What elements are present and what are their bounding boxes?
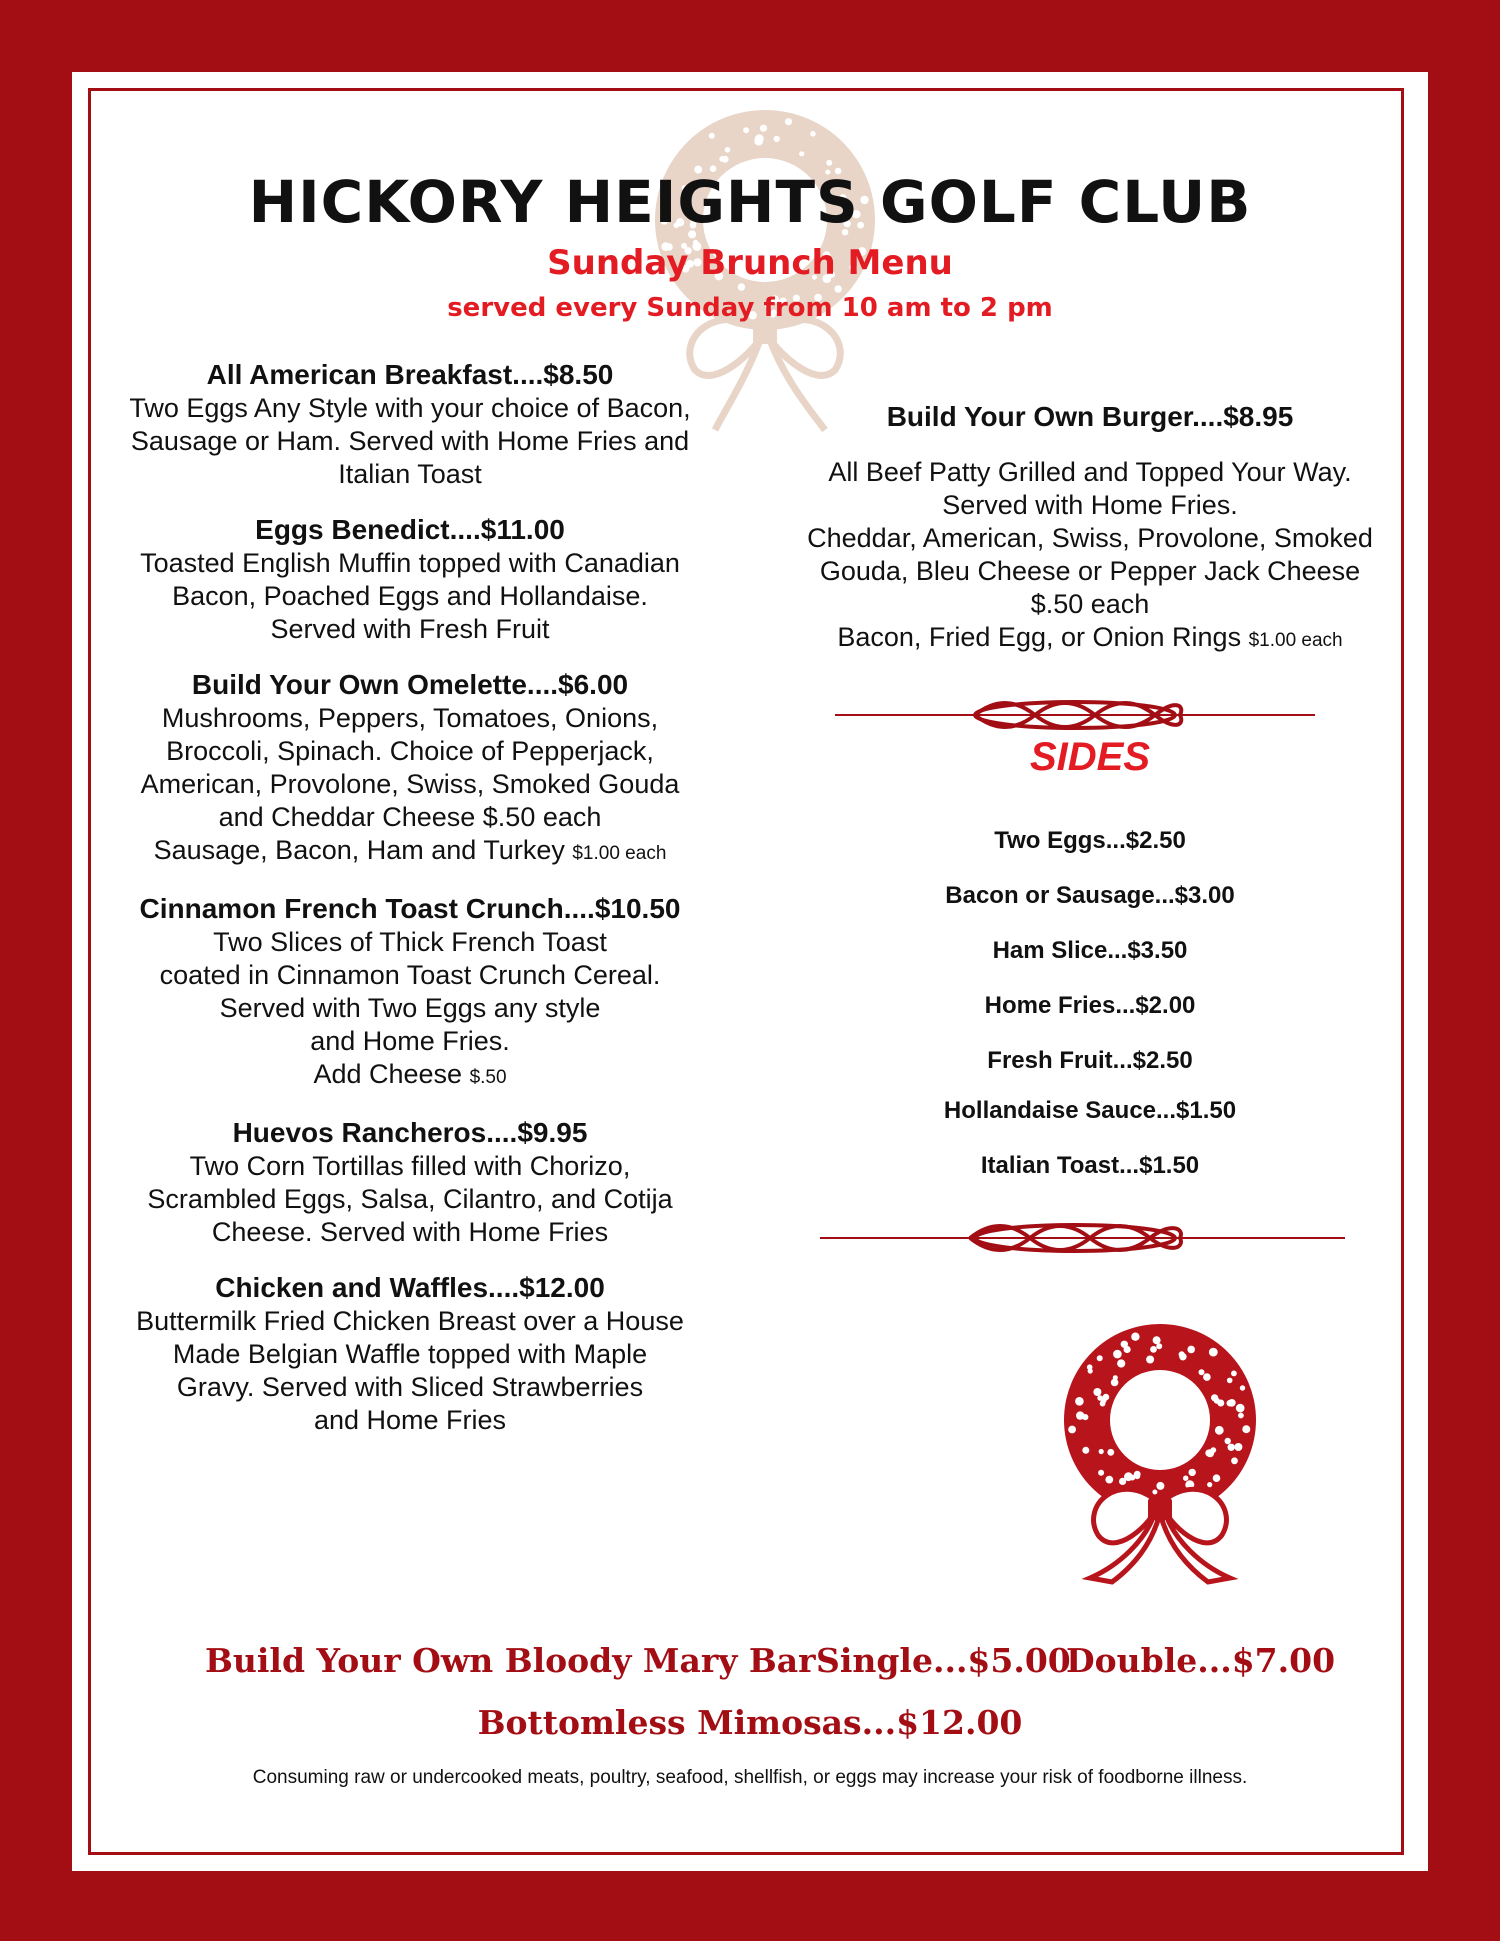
item-title: Huevos Rancheros....$9.95 [232, 1117, 588, 1148]
item-desc-line: and Cheddar Cheese $.50 each [218, 802, 602, 832]
item-desc-line: Scrambled Eggs, Salsa, Cilantro, and Cotija [147, 1184, 673, 1214]
bottomless-mimosas: Bottomless Mimosas...$12.00 [477, 1703, 1023, 1742]
health-disclaimer: Consuming raw or undercooked meats, poultry, seafood, shellfish, or eggs may increase your risk of foodborne illness. [252, 1767, 1248, 1788]
bloody-mary-bar: Build Your Own Bloody Mary Bar [205, 1641, 816, 1680]
item-desc-line: Cheese. Served with Home Fries [211, 1217, 609, 1247]
item-title: Build Your Own Burger....$8.95 [886, 401, 1294, 432]
menu-item [100, 892, 720, 1094]
item-addon-price: $.50 [469, 1067, 507, 1088]
side-item: Bacon or Sausage...$3.00 [945, 882, 1235, 909]
item-desc-line: Two Eggs Any Style with your choice of Bacon, [129, 393, 691, 423]
item-desc-line: $.50 each [1030, 589, 1150, 619]
item-desc-line: Mushrooms, Peppers, Tomatoes, Onions, [161, 703, 659, 733]
bloody-mary-single: Single...$5.00 [816, 1641, 1071, 1680]
serving-hours: served every Sunday from 10 am to 2 pm [447, 293, 1053, 323]
item-desc-line: American, Provolone, Swiss, Smoked Gouda [140, 769, 680, 799]
page-title: HICKORY HEIGHTS GOLF CLUB [248, 168, 1252, 236]
item-desc-line: All Beef Patty Grilled and Topped Your Way. [828, 457, 1352, 487]
burger-item [790, 400, 1390, 657]
menu-item [100, 358, 720, 491]
main-items-column [100, 358, 720, 1459]
menu-item [100, 1271, 720, 1437]
item-desc-line [100, 834, 720, 870]
item-desc-line: Served with Two Eggs any style [219, 993, 601, 1023]
wreath-icon [1050, 1320, 1270, 1585]
sides-heading: SIDES [1029, 735, 1151, 779]
item-desc-line: Served with Home Fries. [942, 490, 1238, 520]
flourish-divider-bottom [820, 1218, 1345, 1258]
item-desc-line: coated in Cinnamon Toast Crunch Cereal. [159, 960, 661, 990]
item-addon-price: $1.00 each [572, 843, 667, 864]
item-desc-line: Two Corn Tortillas filled with Chorizo, [189, 1151, 631, 1181]
item-desc-line: Gravy. Served with Sliced Strawberries [176, 1372, 644, 1402]
item-title: Build Your Own Omelette....$6.00 [191, 669, 629, 700]
item-desc-line: Sausage or Ham. Served with Home Fries and [130, 426, 690, 456]
item-title: Eggs Benedict....$11.00 [255, 514, 565, 545]
side-item: Italian Toast...$1.50 [980, 1152, 1200, 1179]
side-item: Fresh Fruit...$2.50 [987, 1047, 1193, 1074]
item-desc-text: Sausage, Bacon, Ham and Turkey [153, 835, 565, 865]
item-desc-line: and Home Fries. [310, 1026, 510, 1056]
item-desc-line [790, 621, 1390, 657]
item-desc-line: Buttermilk Fried Chicken Breast over a House [136, 1306, 684, 1336]
item-desc-line: Served with Fresh Fruit [270, 614, 550, 644]
item-title: Cinnamon French Toast Crunch....$10.50 [139, 893, 681, 924]
menu-item [100, 1116, 720, 1249]
item-addon-price: $1.00 each [1248, 630, 1343, 651]
sides-list [790, 820, 1390, 1200]
item-desc-text: Bacon, Fried Egg, or Onion Rings [837, 622, 1242, 652]
item-desc-line: Toasted English Muffin topped with Canadian [140, 548, 680, 578]
item-desc-text: Add Cheese [313, 1059, 463, 1089]
side-item: Hollandaise Sauce...$1.50 [943, 1097, 1237, 1124]
side-item: Home Fries...$2.00 [984, 992, 1196, 1019]
item-desc-line: Italian Toast [338, 459, 482, 489]
bloody-mary-double: Double...$7.00 [1066, 1641, 1336, 1680]
item-title: Chicken and Waffles....$12.00 [215, 1272, 605, 1303]
flourish-divider-top [835, 695, 1315, 735]
side-item: Two Eggs...$2.50 [994, 827, 1186, 854]
item-desc-line [100, 1058, 720, 1094]
item-desc-line: Cheddar, American, Swiss, Provolone, Smoked [807, 523, 1373, 553]
menu-subtitle: Sunday Brunch Menu [547, 243, 953, 283]
item-desc-line: Broccoli, Spinach. Choice of Pepperjack, [166, 736, 654, 766]
item-desc-line: and Home Fries [313, 1405, 507, 1435]
item-title: All American Breakfast....$8.50 [206, 359, 614, 390]
menu-item [100, 668, 720, 870]
item-desc-line: Gouda, Bleu Cheese or Pepper Jack Cheese [819, 556, 1361, 586]
item-desc-line: Made Belgian Waffle topped with Maple [172, 1339, 648, 1369]
menu-item [100, 513, 720, 646]
side-item: Ham Slice...$3.50 [992, 937, 1188, 964]
item-desc-line: Bacon, Poached Eggs and Hollandaise. [172, 581, 648, 611]
item-desc-line: Two Slices of Thick French Toast [213, 927, 607, 957]
